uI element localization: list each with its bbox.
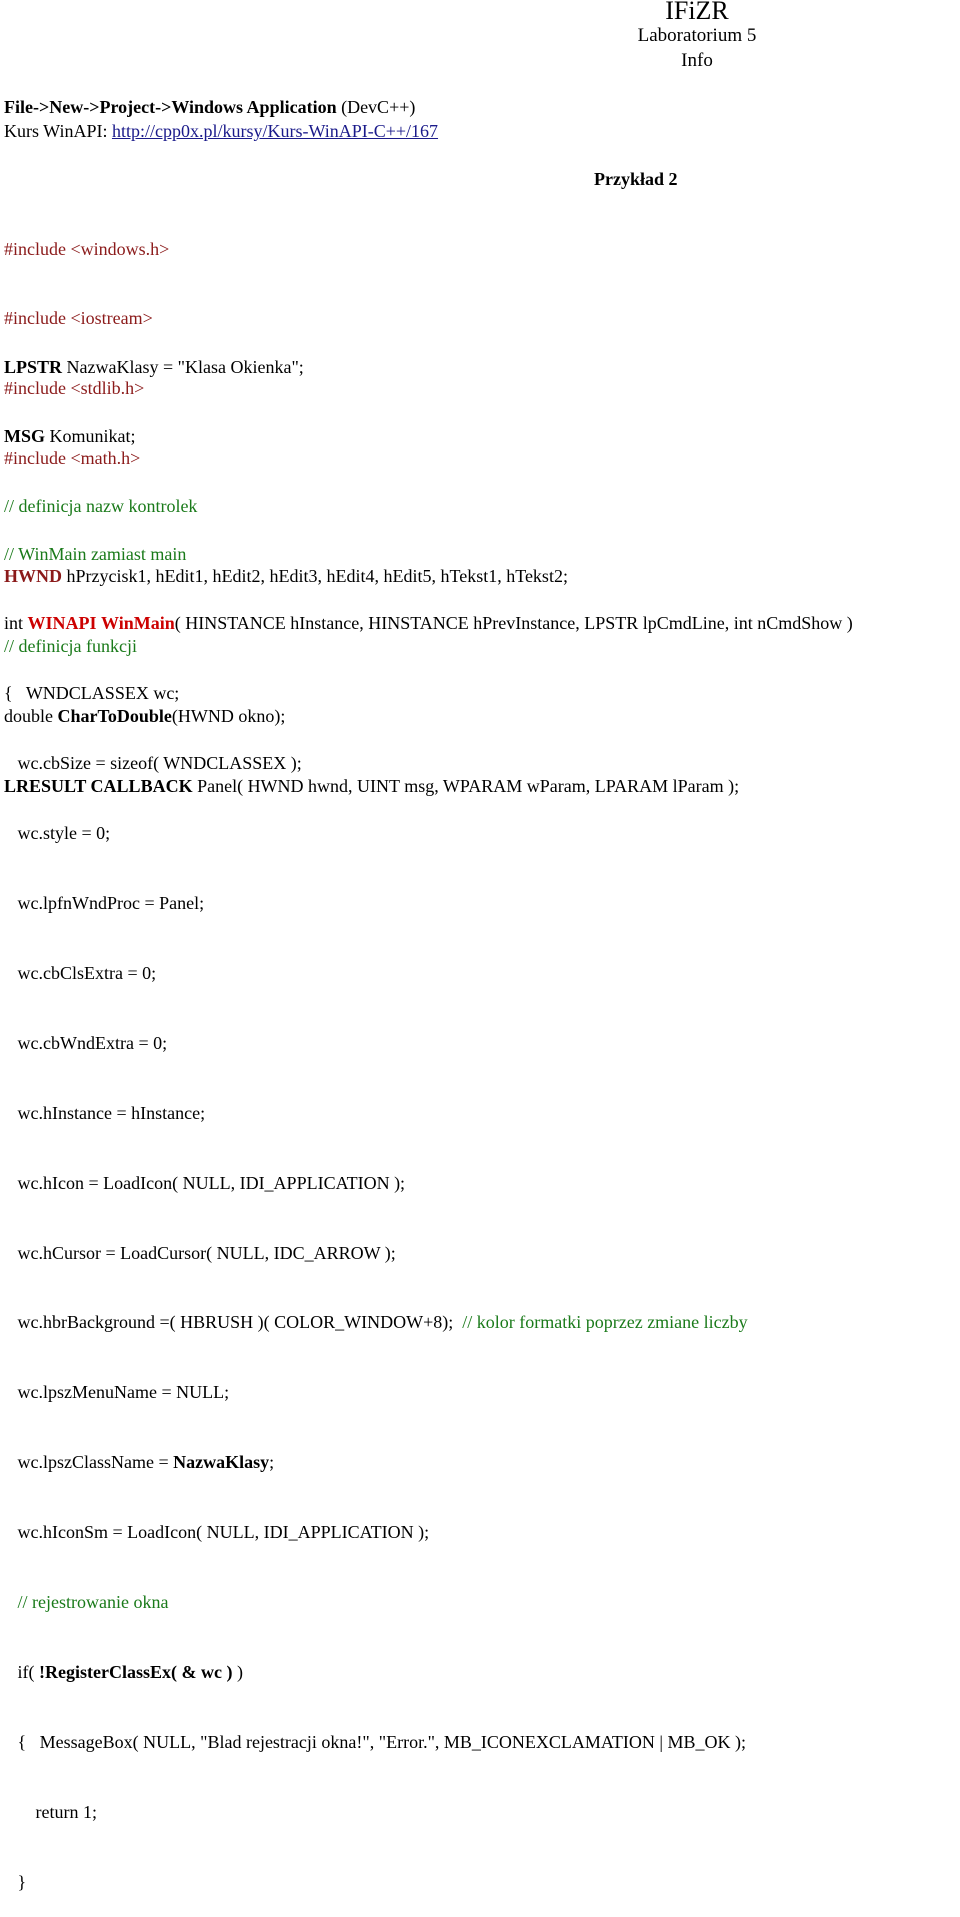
code-line: LPSTR NazwaKlasy = "Klasa Okienka"; — [4, 356, 304, 377]
code-line: return 1; — [4, 1801, 97, 1822]
document-subtitle: Laboratorium 5 — [637, 25, 757, 46]
code-line: wc.style = 0; — [4, 823, 111, 844]
code-line: wc.hCursor = LoadCursor( NULL, IDC_ARROW ); — [4, 1242, 396, 1263]
code-line: { MessageBox( NULL, "Blad rejestracji okna!", "Error.", MB_ICONEXCLAMATION | MB_OK ); — [4, 1731, 747, 1752]
code-line: wc.cbWndExtra = 0; — [4, 1032, 168, 1053]
code-line: double CharToDouble(HWND okno); — [4, 706, 286, 727]
code-line: #include <windows.h> — [4, 238, 170, 259]
code-line: wc.lpszClassName = NazwaKlasy; — [4, 1452, 275, 1473]
code-line: wc.lpszMenuName = NULL; — [4, 1382, 230, 1403]
code-line: if( !RegisterClassEx( & wc ) ) — [4, 1661, 243, 1682]
course-label: Kurs WinAPI: — [4, 121, 112, 141]
code-line: } — [4, 1871, 27, 1892]
code-line: wc.lpfnWndProc = Panel; — [4, 893, 205, 914]
intro-path-line — [4, 96, 415, 120]
code-line: MSG Komunikat; — [4, 426, 136, 447]
code-line: wc.hIcon = LoadIcon( NULL, IDI_APPLICATION ); — [4, 1172, 406, 1193]
example-label: Przykład 2 — [594, 169, 678, 189]
code-line: LRESULT CALLBACK Panel( HWND hwnd, UINT msg, WPARAM wParam, LPARAM lParam ); — [4, 775, 740, 796]
winmain-block — [4, 496, 853, 1917]
code-line: wc.cbClsExtra = 0; — [4, 962, 157, 983]
code-line: #include <iostream> — [4, 308, 153, 329]
code-line: wc.cbSize = sizeof( WNDCLASSEX ); — [4, 753, 302, 774]
code-comment: // WinMain zamiast main — [4, 543, 187, 564]
code-comment: // definicja nazw kontrolek — [4, 496, 198, 517]
project-path: File->New->Project->Windows Application — [4, 97, 337, 117]
code-line: int WINAPI WinMain( HINSTANCE hInstance, HINSTANCE hPrevInstance, LPSTR lpCmdLine, int nCmdShow ) — [4, 613, 853, 634]
document-title: IFiZR — [665, 0, 729, 25]
code-comment: // definicja funkcji — [4, 636, 137, 657]
document-section: Info — [681, 50, 713, 71]
course-link[interactable]: http://cpp0x.pl/kursy/Kurs-WinAPI-C++/167 — [111, 121, 439, 141]
code-line: wc.hbrBackground =( HBRUSH )( COLOR_WINDOW+8); // kolor formatki poprzez zmiane liczby — [4, 1312, 748, 1333]
code-line: #include <math.h> — [4, 448, 141, 469]
code-comment: // rejestrowanie okna — [4, 1591, 169, 1612]
code-line: wc.hIconSm = LoadIcon( NULL, IDI_APPLICATION ); — [4, 1522, 430, 1543]
code-line: { WNDCLASSEX wc; — [4, 683, 180, 704]
code-line: wc.hInstance = hInstance; — [4, 1102, 206, 1123]
ide-name: (DevC++) — [336, 97, 416, 117]
code-line: #include <stdlib.h> — [4, 378, 145, 399]
code-line: HWND hPrzycisk1, hEdit1, hEdit2, hEdit3, hEdit4, hEdit5, hTekst1, hTekst2; — [4, 566, 568, 587]
intro-course-line — [4, 120, 438, 144]
